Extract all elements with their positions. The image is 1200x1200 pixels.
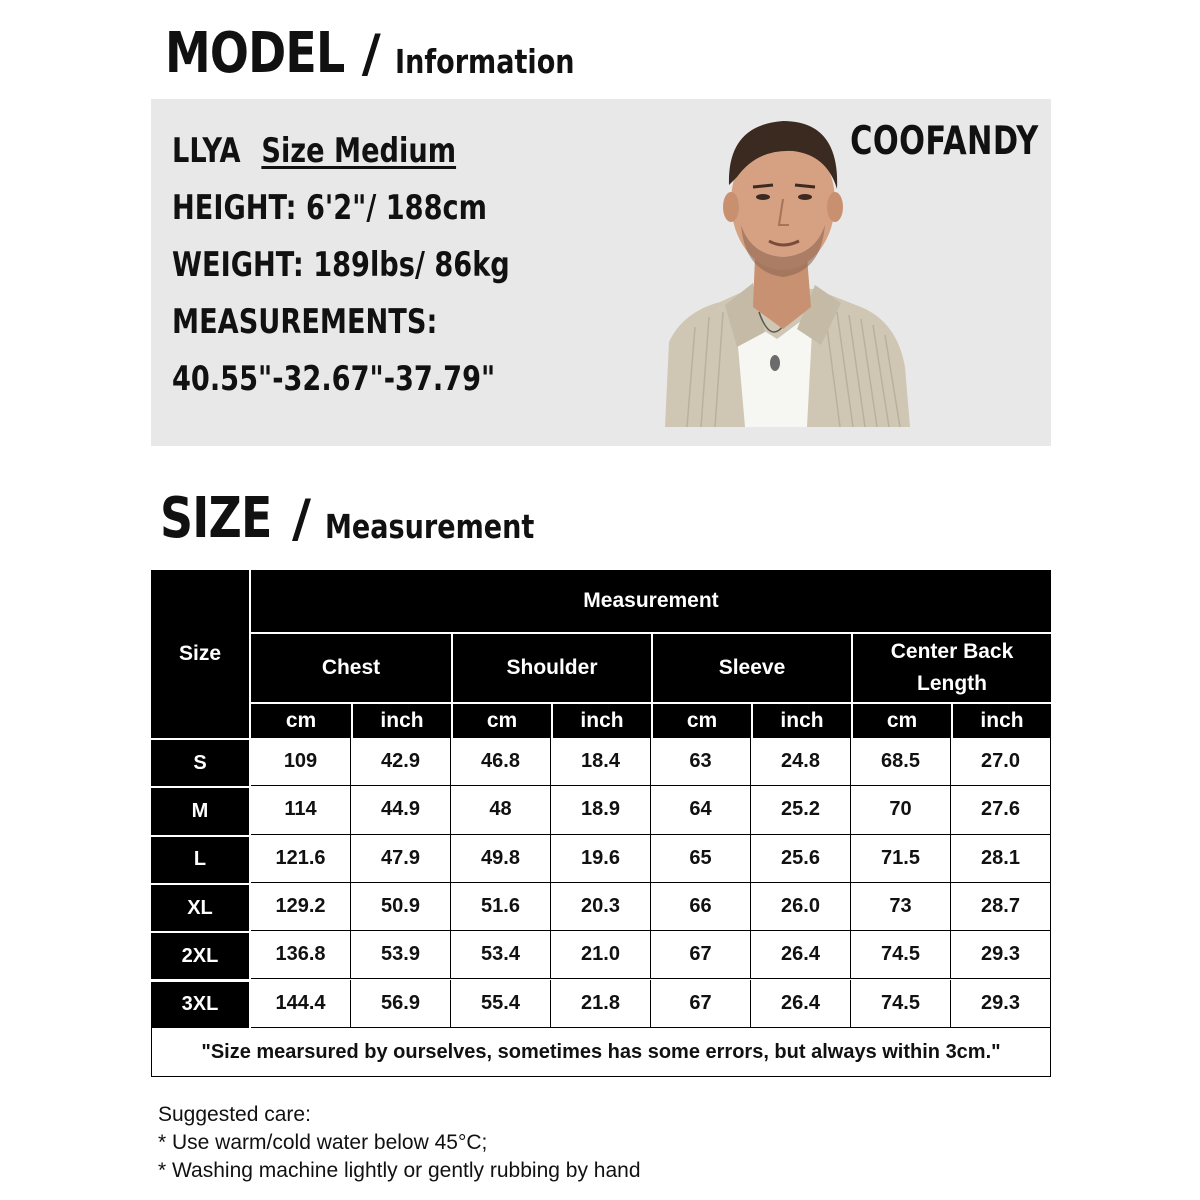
- unit-header: inch: [751, 702, 851, 738]
- table-cell: 55.4: [451, 980, 551, 1028]
- size-note: "Size mearsured by ourselves, sometimes has some errors, but always within 3cm.": [151, 1028, 1051, 1077]
- table-cell: 56.9: [351, 980, 451, 1028]
- table-cell: 47.9: [351, 835, 451, 883]
- table-cell: 18.4: [551, 738, 651, 786]
- table-cell: 25.6: [751, 835, 851, 883]
- table-cell: 67: [651, 931, 751, 979]
- size-table: [151, 570, 1051, 1077]
- care-item: * Use warm/cold water below 45°C;: [158, 1131, 488, 1154]
- size-label: L: [151, 835, 251, 883]
- table-cell: 25.2: [751, 786, 851, 834]
- table-cell: 21.0: [551, 931, 651, 979]
- brand-logo: COOFANDY: [850, 119, 1039, 164]
- table-cell: 68.5: [851, 738, 951, 786]
- table-cell: 136.8: [251, 931, 351, 979]
- table-cell: 26.4: [751, 931, 851, 979]
- group-header: Sleeve: [651, 632, 851, 702]
- table-cell: 109: [251, 738, 351, 786]
- table-cell: 19.6: [551, 835, 651, 883]
- model-name: LLYA: [172, 131, 241, 171]
- model-heading-main: MODEL: [165, 21, 345, 86]
- model-heading-sub: Information: [394, 42, 575, 81]
- table-cell: 18.9: [551, 786, 651, 834]
- table-cell: 27.0: [951, 738, 1051, 786]
- unit-header: cm: [451, 702, 551, 738]
- model-name-line: [172, 131, 456, 171]
- model-height: HEIGHT: 6'2"/ 188cm: [172, 188, 487, 228]
- table-cell: 44.9: [351, 786, 451, 834]
- unit-header: inch: [351, 702, 451, 738]
- model-heading: [165, 20, 614, 86]
- group-header: Chest: [251, 632, 451, 702]
- table-cell: 74.5: [851, 931, 951, 979]
- table-cell: 24.8: [751, 738, 851, 786]
- table-cell: 65: [651, 835, 751, 883]
- table-cell: 28.1: [951, 835, 1051, 883]
- model-weight: WEIGHT: 189lbs/ 86kg: [172, 245, 510, 285]
- care-item: * Washing machine lightly or gently rubbing by hand: [158, 1159, 641, 1182]
- unit-header: cm: [851, 702, 951, 738]
- table-cell: 29.3: [951, 980, 1051, 1028]
- model-measurements: 40.55"-32.67"-37.79": [172, 359, 496, 399]
- table-cell: 64: [651, 786, 751, 834]
- table-cell: 66: [651, 883, 751, 931]
- size-label: 2XL: [151, 931, 251, 979]
- table-cell: 51.6: [451, 883, 551, 931]
- table-cell: 74.5: [851, 980, 951, 1028]
- group-header: Shoulder: [451, 632, 651, 702]
- table-cell: 129.2: [251, 883, 351, 931]
- model-size: Size Medium: [261, 131, 457, 171]
- table-cell: 28.7: [951, 883, 1051, 931]
- table-cell: 114: [251, 786, 351, 834]
- unit-header: cm: [251, 702, 351, 738]
- size-heading: [160, 485, 580, 551]
- table-cell: 50.9: [351, 883, 451, 931]
- table-cell: 71.5: [851, 835, 951, 883]
- table-cell: 27.6: [951, 786, 1051, 834]
- table-cell: 42.9: [351, 738, 451, 786]
- table-cell: 70: [851, 786, 951, 834]
- unit-header: inch: [551, 702, 651, 738]
- size-heading-slash: /: [292, 489, 312, 549]
- size-column-header: Size: [151, 570, 251, 738]
- size-label: S: [151, 738, 251, 786]
- care-title: Suggested care:: [158, 1103, 311, 1126]
- size-label: 3XL: [151, 980, 251, 1028]
- model-measurements-label: MEASUREMENTS:: [172, 302, 438, 342]
- size-heading-main: SIZE: [160, 486, 272, 551]
- table-cell: 20.3: [551, 883, 651, 931]
- measurement-header: Measurement: [251, 570, 1051, 632]
- table-cell: 53.9: [351, 931, 451, 979]
- table-cell: 48: [451, 786, 551, 834]
- table-cell: 21.8: [551, 980, 651, 1028]
- model-info-panel: [151, 99, 1051, 446]
- size-label: M: [151, 786, 251, 834]
- model-heading-slash: /: [361, 24, 381, 84]
- table-cell: 121.6: [251, 835, 351, 883]
- table-cell: 63: [651, 738, 751, 786]
- size-heading-sub: Measurement: [325, 507, 535, 546]
- group-header: Center Back Length: [851, 632, 1051, 702]
- table-cell: 26.0: [751, 883, 851, 931]
- table-cell: 67: [651, 980, 751, 1028]
- size-label: XL: [151, 883, 251, 931]
- table-cell: 29.3: [951, 931, 1051, 979]
- table-cell: 144.4: [251, 980, 351, 1028]
- unit-header: cm: [651, 702, 751, 738]
- table-cell: 26.4: [751, 980, 851, 1028]
- table-cell: 49.8: [451, 835, 551, 883]
- unit-header: inch: [951, 702, 1051, 738]
- table-cell: 46.8: [451, 738, 551, 786]
- table-cell: 53.4: [451, 931, 551, 979]
- table-cell: 73: [851, 883, 951, 931]
